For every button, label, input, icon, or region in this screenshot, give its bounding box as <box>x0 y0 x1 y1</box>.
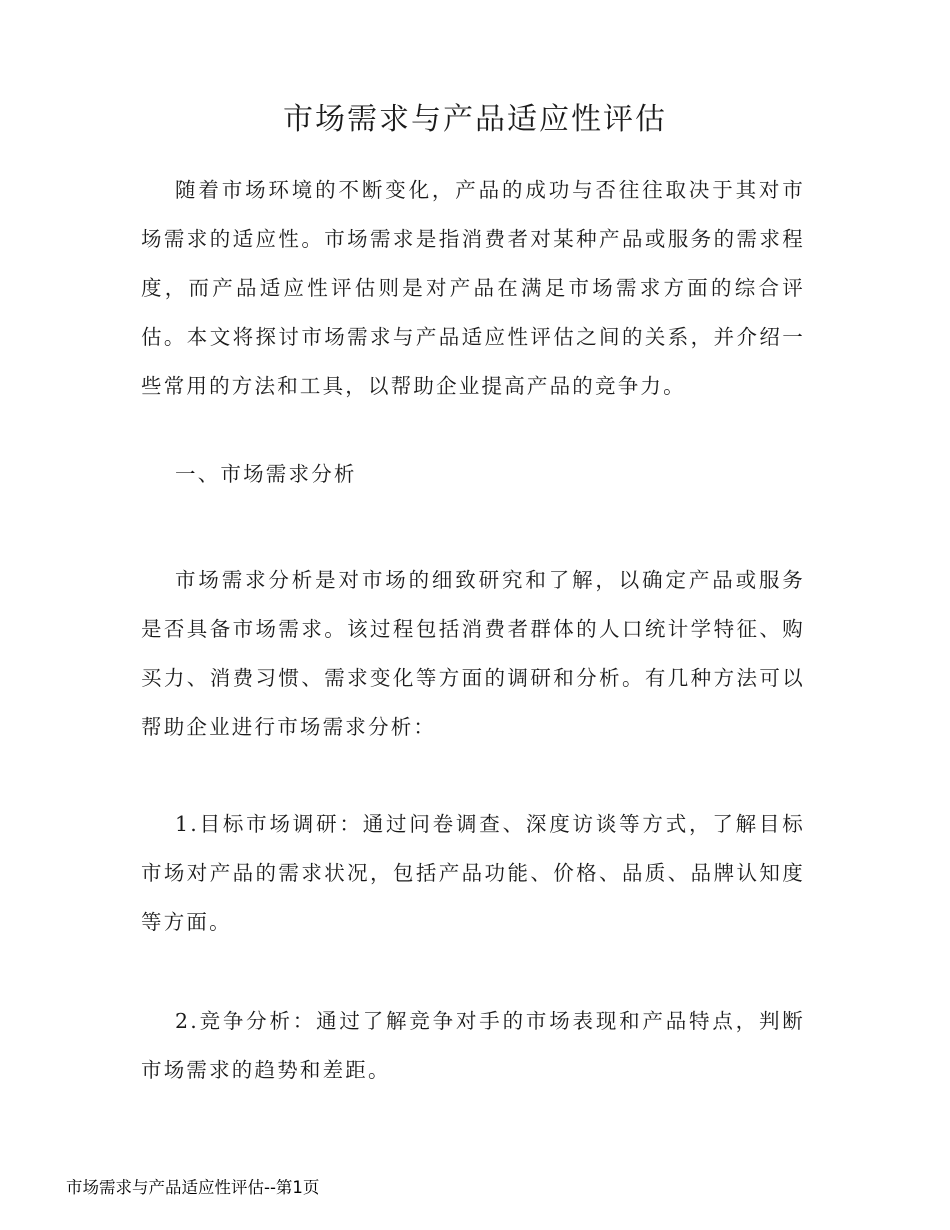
document-title: 市场需求与产品适应性评估 <box>283 102 667 137</box>
method-competition-analysis: 2.竞争分析：通过了解竞争对手的市场表现和产品特点，判断市场需求的趋势和差距。 <box>141 1009 805 1082</box>
section-heading-market-demand: 一、市场需求分析 <box>175 462 357 486</box>
method-target-market-research: 1.目标市场调研：通过问卷调查、深度访谈等方式，了解目标市场对产品的需求状况，包括产品功能、价格、品质、品牌认知度等方面。 <box>141 812 805 934</box>
page-footer: 市场需求与产品适应性评估--第1页 <box>66 1178 320 1197</box>
section-body-market-demand: 市场需求分析是对市场的细致研究和了解，以确定产品或服务是否具备市场需求。该过程包括消费者群体的人口统计学特征、购买力、消费习惯、需求变化等方面的调研和分析。有几种方法可以帮助企业进行市场需求分析： <box>141 568 805 739</box>
intro-paragraph: 随着市场环境的不断变化，产品的成功与否往往取决于其对市场需求的适应性。市场需求是指消费者对某种产品或服务的需求程度，而产品适应性评估则是对产品在满足市场需求方面的综合评估。本文将探讨市场需求与产品适应性评估之间的关系，并介绍一些常用的方法和工具，以帮助企业提高产品的竞争力。 <box>141 178 805 398</box>
